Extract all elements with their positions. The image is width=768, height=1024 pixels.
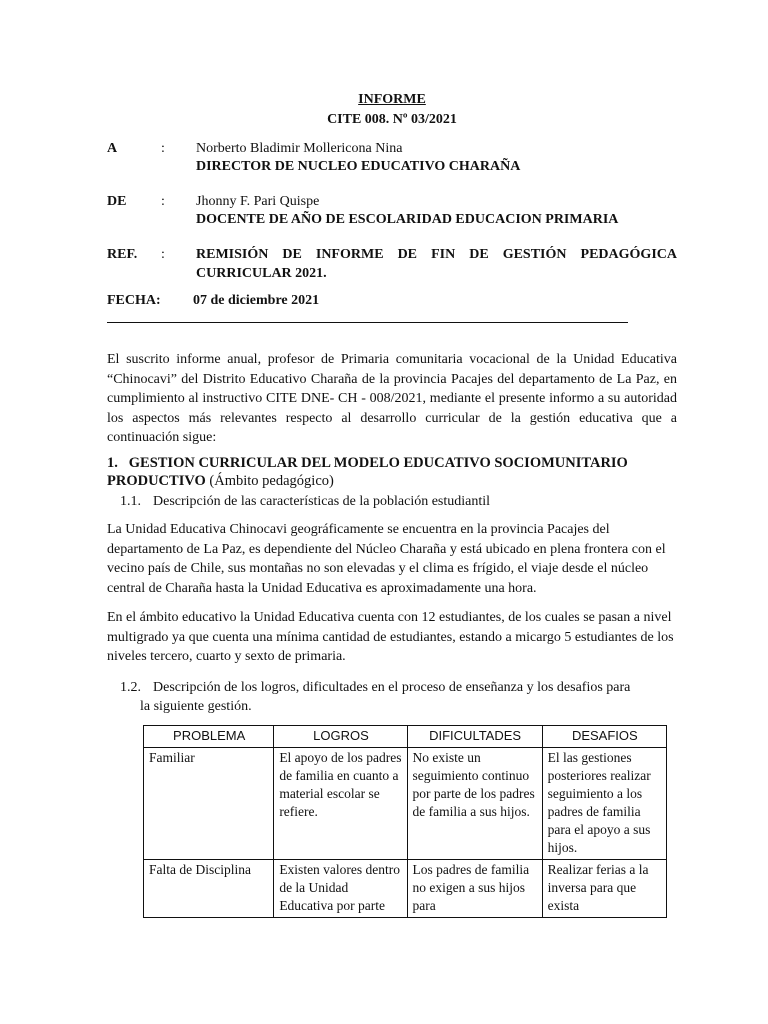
ref-colon: : — [161, 247, 165, 262]
table-cell: Los padres de familia no exigen a sus hijos para — [407, 860, 542, 918]
document-title: INFORME — [358, 92, 426, 107]
paragraph-students: En el ámbito educativo la Unidad Educativa cuenta con 12 estudiantes, de los cuales se pasan a nivel multigrado ya que cuenta una mínima cantidad de estudiantes, estando a micargo 5 estudiantes de los niveles tercero, cuarto y sexto de primaria. — [107, 610, 674, 664]
header-divider — [107, 322, 628, 323]
intro-paragraph: El suscrito informe anual, profesor de Primaria comunitaria vocacional de la Unidad Educativa “Chinocavi” del Distrito Educativo Charaña de la provincia Pacajes del departamento de La Paz, en cumplimiento al instructivo CITE DNE- CH - 008/2021, mediante el presente informo a su autoridad los aspectos más relevantes respecto al desarrollo curricular de la gestión educativa que a continuación sigue: — [107, 352, 677, 445]
table-cell: El apoyo de los padres de familia en cuanto a material escolar se refiere. — [274, 748, 407, 860]
table-header-problema: PROBLEMA — [144, 726, 274, 748]
subsection-1-2-number: 1.2. — [120, 680, 141, 695]
date-label: FECHA: — [107, 293, 161, 308]
subsection-1-2-title-line2: la siguiente gestión. — [140, 699, 252, 714]
document-cite: CITE 008. Nº 03/2021 — [327, 112, 457, 127]
to-name: Norberto Bladimir Mollericona Nina — [196, 141, 403, 156]
document-page — [107, 0, 677, 1024]
from-label: DE — [107, 194, 127, 209]
table-row — [144, 748, 667, 860]
section-1-number: 1. — [107, 455, 118, 471]
section-1-note: (Ámbito pedagógico) — [209, 473, 334, 489]
subsection-1-1 — [120, 492, 490, 511]
table-header-logros: LOGROS — [274, 726, 407, 748]
ref-label: REF. — [107, 247, 138, 262]
from-colon: : — [161, 194, 165, 209]
ref-text: REMISIÓN DE INFORME DE FIN DE GESTIÓN PEDAGÓGICA CURRICULAR 2021. — [196, 247, 677, 281]
subsection-1-1-title: Descripción de las características de la población estudiantil — [153, 494, 491, 509]
table-cell: Realizar ferias a la inversa para que exista — [542, 860, 666, 918]
problems-table — [143, 725, 667, 918]
section-1-title: GESTION CURRICULAR DEL MODELO EDUCATIVO SOCIOMUNITARIO PRODUCTIVO — [107, 455, 628, 489]
from-name: Jhonny F. Pari Quispe — [196, 194, 320, 209]
table-cell: Falta de Disciplina — [144, 860, 274, 918]
to-label: A — [107, 141, 118, 156]
table-cell: El las gestiones posteriores realizar seguimiento a los padres de familia para el apoyo a sus hijos. — [542, 748, 666, 860]
date-value: 07 de diciembre 2021 — [193, 293, 320, 308]
to-colon: : — [161, 141, 165, 156]
subsection-1-1-number: 1.1. — [120, 494, 141, 509]
table-row — [144, 860, 667, 918]
table-cell: Familiar — [144, 748, 274, 860]
subsection-1-2-title-line1: Descripción de los logros, dificultades en el proceso de enseñanza y los desafios para — [153, 680, 631, 695]
table-header-row — [144, 726, 667, 748]
from-role: DOCENTE DE AÑO DE ESCOLARIDAD EDUCACION PRIMARIA — [196, 212, 619, 227]
table-cell: Existen valores dentro de la Unidad Educativa por parte — [274, 860, 407, 918]
table-header-desafios: DESAFIOS — [542, 726, 666, 748]
to-role: DIRECTOR DE NUCLEO EDUCATIVO CHARAÑA — [196, 159, 521, 174]
table-cell: No existe un seguimiento continuo por parte de los padres de familia a sus hijos. — [407, 748, 542, 860]
section-1-heading — [107, 454, 677, 490]
paragraph-location: La Unidad Educativa Chinocavi geográficamente se encuentra en la provincia Pacajes del departamento de La Paz, es dependiente del Núcleo Charaña y está ubicado en plena frontera con el vecino país de Chile, sus montañas no son elevadas y el clima es frígido, el viaje desde el núcleo central de Charaña hasta la Unidad Educativa es aproximadamente una hora. — [107, 522, 666, 596]
subsection-1-2 — [120, 678, 680, 716]
table-header-dificultades: DIFICULTADES — [407, 726, 542, 748]
